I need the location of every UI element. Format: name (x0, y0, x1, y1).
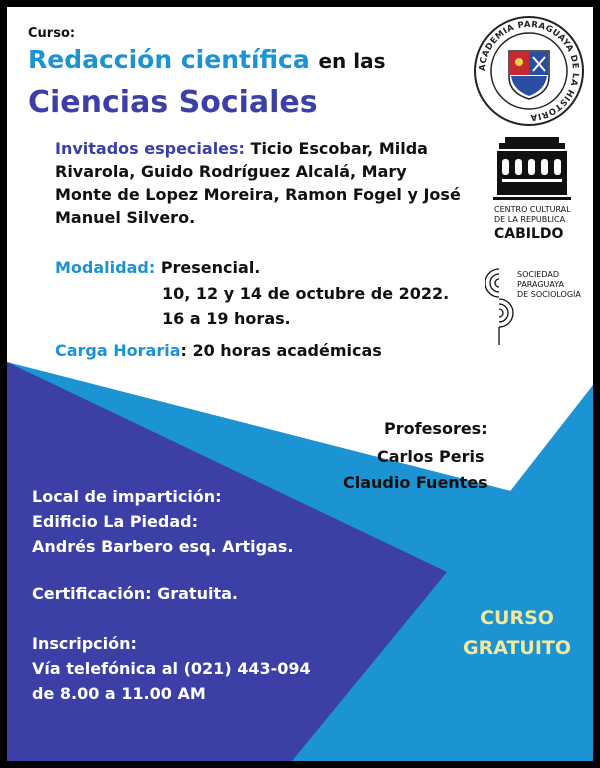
sociedad-line1: SOCIEDAD (517, 270, 560, 279)
carga-row (55, 341, 382, 360)
inscripcion-line1: Vía telefónica al (021) 443-094 (32, 659, 311, 678)
invited-guests (55, 137, 465, 229)
modalidad-label: Modalidad: (55, 258, 156, 277)
local-label: Local de impartición: (32, 487, 222, 506)
cabildo-line1: CENTRO CULTURAL (494, 205, 571, 214)
inscripcion-label: Inscripción: (32, 634, 137, 653)
sociedad-line3: DE SOCIOLOGÍA (517, 290, 581, 299)
cabildo-logo (491, 137, 573, 247)
invited-label: Invitados especiales: (55, 139, 245, 158)
profesor-1: Carlos Peris (377, 447, 485, 466)
modalidad-row (55, 258, 260, 277)
cabildo-line2: DE LA REPUBLICA (494, 215, 566, 224)
carga-value: : 20 horas académicas (180, 341, 382, 360)
sociedad-line2: PARAGUAYA (517, 280, 564, 289)
profesor-2: Claudio Fuentes (343, 473, 488, 492)
title-connector: en las (318, 49, 386, 73)
course-title-line1 (28, 45, 386, 74)
flyer (7, 7, 593, 761)
modalidad-dates: 10, 12 y 14 de octubre de 2022. (162, 284, 450, 303)
gratuito-line1: CURSO (480, 607, 554, 629)
academia-seal-logo (473, 15, 585, 127)
sociedad-sociologia-logo (485, 265, 585, 347)
local-line1: Edificio La Piedad: (32, 512, 198, 531)
title-main: Redacción científica (28, 45, 310, 74)
modalidad-hours: 16 a 19 horas. (162, 309, 291, 328)
certificacion-value: Gratuita. (157, 584, 238, 603)
gratuito-line2: GRATUITO (462, 637, 572, 659)
academia-name: ACADEMIA PARAGUAYA DE LA HISTORIA (477, 19, 581, 123)
carga-label: Carga Horaria (55, 341, 181, 360)
certificacion-row (32, 584, 238, 603)
modalidad-value: Presencial. (160, 258, 261, 277)
invited-names: Ticio Escobar, Milda Rivarola, Guido Rodríguez Alcalá, Mary Monte de Lopez Moreira, Ramon Fogel y José Manuel Silvero. (55, 139, 461, 227)
curso-label: Curso: (28, 26, 76, 41)
course-title-line2: Ciencias Sociales (28, 85, 318, 120)
inscripcion-line2: de 8.00 a 11.00 AM (32, 684, 206, 703)
cabildo-line3: CABILDO (494, 226, 564, 242)
profesores-label: Profesores: (384, 419, 488, 438)
certificacion-label: Certificación: (32, 584, 152, 603)
local-line2: Andrés Barbero esq. Artigas. (32, 537, 294, 556)
curso-gratuito-badge (452, 603, 582, 663)
